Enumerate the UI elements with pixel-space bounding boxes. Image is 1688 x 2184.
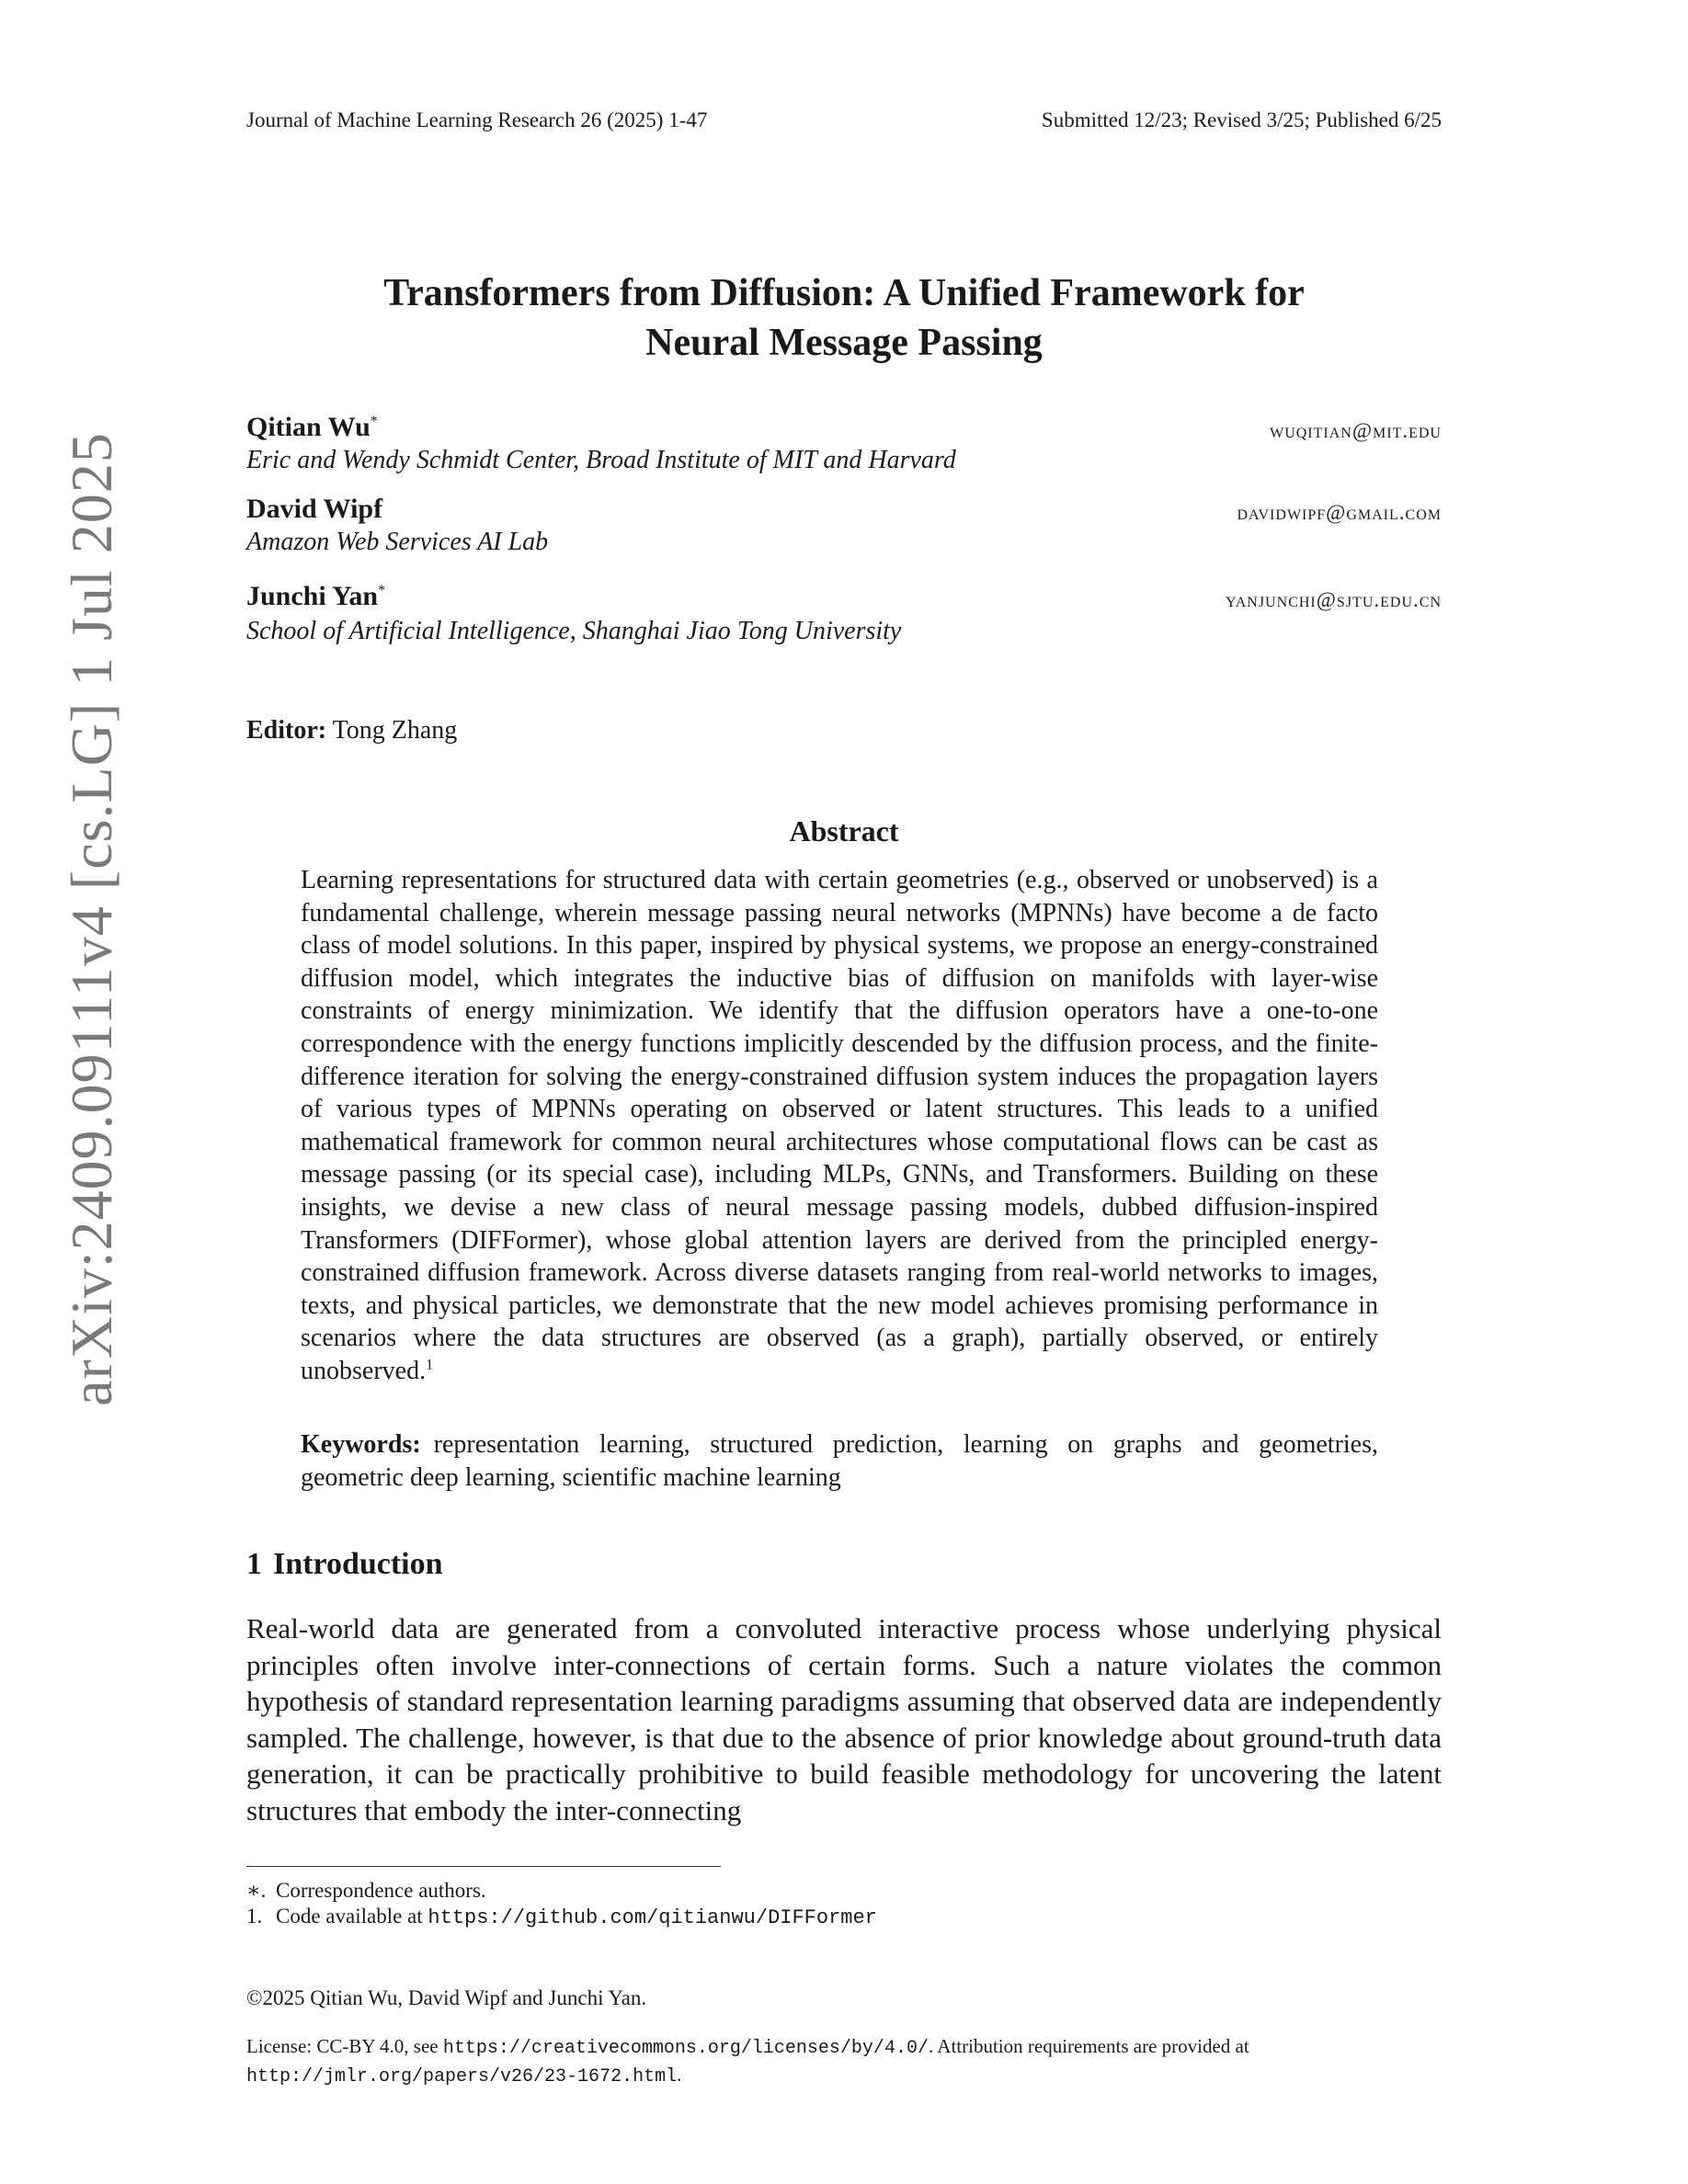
author-email[interactable]: wuqitian@mit.edu (1270, 419, 1442, 442)
editor-name: Tong Zhang (332, 716, 458, 745)
abstract-text: Learning representations for structured data with certain geometries (e.g., observed or unobserved) is a fundamental challenge, wherein message passing neural networks (MPNNs) have become a de facto class of model solutions. In this paper, inspired by physical systems, we propose an energy-constrained diffusion model, which integrates the inductive bias of diffusion on manifolds with layer-wise constraints of energy minimization. We identify that the diffusion operators have a one-to-one correspondence with the energy functions implicitly descended by the diffusion process, and the finite-difference iteration for solving the energy-constrained diffusion system induces the propagation layers of various types of MPNNs operating on observed or latent structures. This leads to a unified mathematical framework for common neural architectures whose computational flows can be cast as message passing (or its special case), including MLPs, GNNs, and Transformers. Building on these insights, we devise a new class of neural message passing models, dubbed diffusion-inspired Transformers (DIFFormer), whose global attention layers are derived from the principled energy-constrained diffusion framework. Across diverse datasets ranging from real-world networks to images, texts, and physical particles, we demonstrate that the new model achieves promising performance in scenarios where the data structures are observed (as a graph), partially observed, or entirely unobserved.$^1$ (301, 866, 1378, 1385)
intro-paragraph: Real-world data are generated from a convoluted interactive process whose underlying physical principles often involve inter-connections of certain forms. Such a nature violates the common hypothesis of standard representation learning paradigms assuming that observed data are independently sampled. The challenge, however, is that due to the absence of prior knowledge about ground-truth data generation, it can be practically prohibitive to build feasible methodology for uncovering the latent structures that embody the inter-connecting (246, 1612, 1442, 1826)
author-mark: * (370, 414, 378, 429)
abstract-heading: Abstract (789, 814, 899, 847)
title-line-1: Transformers from Diffusion: A Unified Framework for (383, 272, 1305, 314)
journal-header: Journal of Machine Learning Research 26 (2025) 1-47 (246, 108, 708, 131)
author-email[interactable]: davidwipf@gmail.com (1237, 501, 1442, 524)
footnote: 1. Code available at https://github.com/qitianwu/DIFFormer (246, 1905, 877, 1929)
arxiv-stamp: arXiv:2409.09111v4 [cs.LG] 1 Jul 2025 (59, 432, 124, 1406)
footnote-divider (246, 1866, 721, 1867)
license-link[interactable]: https://creativecommons.org/licenses/by/4.0/ (442, 2038, 929, 2059)
author-affiliation: Eric and Wendy Schmidt Center, Broad Institute of MIT and Harvard (246, 446, 956, 474)
keywords (301, 1428, 1378, 1494)
footnote-mark: ∗. (246, 1879, 267, 1902)
paper-title (246, 268, 1442, 368)
footnote-ref[interactable]: 1 (426, 1357, 434, 1373)
author-affiliation: Amazon Web Services AI Lab (246, 528, 549, 556)
author-email[interactable]: yanjunchi@sjtu.edu.cn (1225, 588, 1442, 611)
author-affiliation: School of Artificial Intelligence, Shanghai Jiao Tong University (246, 617, 902, 645)
title-line-2: Neural Message Passing (645, 322, 1043, 364)
author-name: David Wipf (246, 494, 383, 524)
section-heading (246, 1547, 443, 1582)
section-title: Introduction (273, 1547, 443, 1581)
editor-label: Editor: (246, 716, 327, 745)
keywords-label: Keywords: (301, 1430, 421, 1459)
publication-dates: Submitted 12/23; Revised 3/25; Published 6/25 (1041, 108, 1442, 131)
code-link[interactable]: https://github.com/qitianwu/DIFFormer (428, 1906, 877, 1929)
paper-link[interactable]: http://jmlr.org/papers/v26/23-1672.html (246, 2066, 678, 2087)
author-name: Junchi Yan* (246, 581, 386, 611)
footnote-mark: 1. (246, 1905, 263, 1928)
section-number: 1 (246, 1547, 262, 1581)
keywords-text: representation learning, structured prediction, learning on graphs and geometries, geometric deep learning, scientific machine learning (301, 1430, 1378, 1492)
footnote: ∗. Correspondence authors. (246, 1879, 486, 1902)
editor-line (246, 716, 457, 745)
license-notice: License: CC-BY 4.0, see https://creativecommons.org/licenses/by/4.0/. Attribution requirements are provided at http://jmlr.org/papers/v26/23-1672.html. (246, 2035, 1249, 2087)
author-mark: * (378, 583, 386, 598)
author-name: Qitian Wu* (246, 412, 378, 442)
copyright-notice: ©2025 Qitian Wu, David Wipf and Junchi Yan. (246, 1986, 647, 2009)
